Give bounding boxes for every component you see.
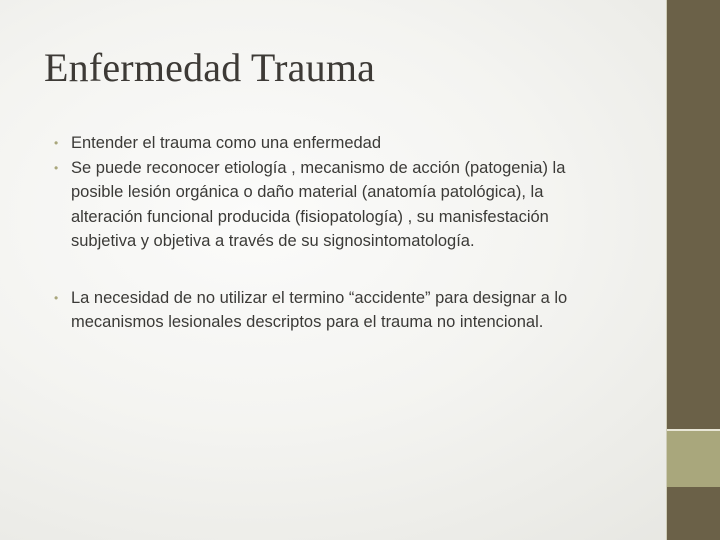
- slide-title: Enfermedad Trauma: [44, 45, 376, 90]
- sidebar-dark-panel: [667, 0, 720, 431]
- bullet-text: Se puede reconocer etiología , mecanismo de acción (patogenia) la posible lesión orgánica o daño material (anatomía patológica), la alteración funcional producida (fisiopatología) , su manisfestación subjetiva y objetiva a través de su signosintomatología.: [71, 158, 566, 250]
- bullet-icon: •: [54, 290, 59, 305]
- bullet-item: [52, 131, 612, 156]
- sidebar-accent-block: [667, 431, 720, 487]
- bullet-item: [52, 156, 612, 254]
- bullet-text: La necesidad de no utilizar el termino “accidente” para designar a lo mecanismos lesionales descriptos para el trauma no intencional.: [71, 288, 568, 331]
- bullet-item: [52, 286, 612, 335]
- bullet-list: [52, 131, 612, 335]
- bullet-icon: •: [54, 160, 59, 175]
- bullet-icon: •: [54, 136, 59, 150]
- bullet-text: Entender el trauma como una enfermedad: [71, 134, 382, 152]
